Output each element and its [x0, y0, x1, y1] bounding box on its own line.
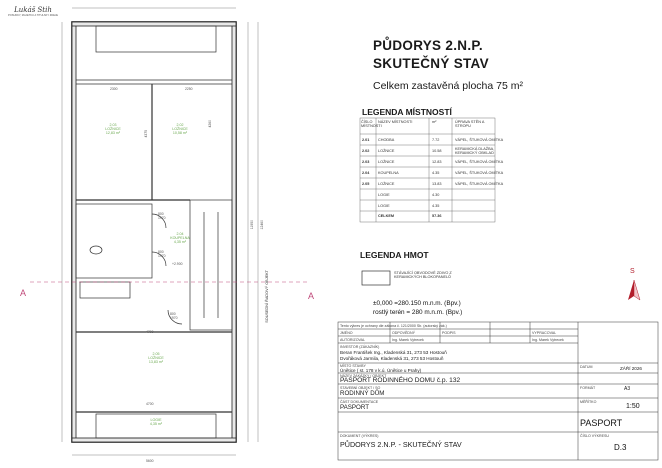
tb-drawing-label: DOKUMENT (VÝKRES) — [340, 434, 379, 438]
tb-part: PASPORT RODINNÉHO DOMU č.p. 132 — [340, 377, 461, 384]
row-name: LOGIE — [378, 193, 390, 197]
tb-number: D.3 — [614, 443, 627, 452]
bathtub — [80, 282, 130, 298]
row-no: 2.01 — [362, 138, 370, 142]
row-area: 4.35 — [432, 204, 440, 208]
row-no: 2.04 — [362, 171, 370, 175]
room-label-2-03: 2.03 LOŽNICE 12,83 m² — [105, 123, 121, 136]
row-name-total: CELKEM — [378, 214, 395, 218]
row-finish: VÁPEL, ŠTUKOVÁ OMÍTKA — [455, 171, 504, 175]
row-no: 2.03 — [362, 160, 370, 164]
tb-date: ZÁŘÍ 2026 — [620, 366, 642, 371]
tb-stage-big: PASPORT — [580, 418, 623, 428]
logo-tagline: POSUDKY, MAJETKU A TITULSKY ZDEJE — [8, 14, 59, 17]
col-header-name: NÁZEV MÍSTNOSTI — [378, 120, 413, 124]
logo — [8, 6, 58, 17]
row-name: LOGIE — [378, 204, 390, 208]
material-legend-heading: LEGENDA HMOT — [360, 250, 429, 260]
tb-authorized: AUTORIZOVAL — [340, 338, 366, 342]
row-area: 12.83 — [432, 160, 442, 164]
row-name: CHODBA — [378, 138, 395, 142]
dim-side2: 4375 — [144, 130, 148, 138]
dim-side4: 12460 — [260, 220, 264, 230]
row-area: 4.35 — [432, 171, 440, 175]
dim-bottom-in: 4700 — [146, 402, 154, 406]
material-legend-item: STÁVAJÍCÍ OBVODOVÉ ZDIVO Z KERAMICKÝCH BLOKOPANELŮ — [394, 271, 452, 280]
row-finish: VÁPEL, ŠTUKOVÁ OMÍTKA — [455, 160, 504, 164]
tb-place-label: MÍSTO STAVBY — [340, 364, 366, 368]
drawing-title-line2: SKUTEČNÝ STAV — [373, 56, 489, 71]
row-no: 2.05 — [362, 182, 370, 186]
row-no: 2.02 — [362, 149, 370, 153]
material-swatch — [362, 271, 390, 285]
tb-investor-1: Beran František Ing., Kladenská 31, 273 53 Hostouň — [340, 350, 447, 355]
row-name: LOŽNICE — [378, 149, 395, 153]
room-label-logia: LOGIE 4,35 m² — [149, 418, 163, 427]
dim-mid: 4700 — [146, 330, 154, 334]
door-dim-1: 800 1970 — [158, 212, 166, 220]
col-header-number: ČÍSLO MÍSTNOSTI — [361, 120, 382, 129]
tb-object: RODINNÝ DŮM — [340, 390, 385, 397]
row-name: KOUPELNA — [378, 171, 399, 175]
elevation-mark: +2.900 — [172, 262, 183, 266]
drawing-title-line1: PŮDORYS 2.N.P. — [373, 38, 483, 53]
room-legend-heading: LEGENDA MÍSTNOSTÍ — [362, 107, 452, 117]
tb-format-label: FORMÁT — [580, 386, 596, 390]
logo-script: Lukáš Stih — [14, 6, 52, 14]
right-wall-fill — [232, 22, 236, 442]
top-wall-fill — [72, 22, 236, 26]
tb-drafted: Ing. Marek Vytrecek — [532, 338, 564, 342]
col-header-finish: ÚPRAVA STĚN A STROPU — [455, 120, 485, 129]
north-arrow-glyph — [628, 280, 640, 300]
outer-wall — [72, 22, 236, 442]
built-up-area: Celkem zastavěná plocha 75 m² — [373, 80, 523, 92]
row-name: LOŽNICE — [378, 160, 395, 164]
top-logia — [96, 26, 216, 52]
room-label-2-02: 2.02 LOŽNICE 10,58 m² — [172, 123, 188, 136]
row-area: 4.30 — [432, 193, 440, 197]
tb-scale-label: MĚŘÍTKO — [580, 400, 597, 404]
tb-col-2: ODPOVĚDNÝ — [392, 331, 415, 335]
row-area: 13.83 — [432, 182, 442, 186]
tb-format: A3 — [624, 386, 631, 392]
left-wall-fill — [72, 22, 76, 442]
dim-bottom-total: 5600 — [146, 459, 154, 463]
section-mark-right: A — [308, 291, 315, 301]
dim-top2: 2250 — [185, 87, 193, 91]
door-dim-3: 800 1970 — [170, 312, 178, 320]
party-wall-label: SOUSEDNÍ ŘADOVÝ OBJEKT — [265, 270, 269, 323]
bottom-wall-fill — [72, 438, 236, 442]
tb-col-3: PODPIS — [442, 331, 456, 335]
tb-date-label: DATUM — [580, 365, 593, 369]
toilet — [90, 246, 102, 254]
tb-drawing: PŮDORYS 2.N.P. - SKUTEČNÝ STAV — [340, 440, 462, 449]
tb-copyright: Tento výkres je ochrany dle zákona č. 121/2000 Sb. (autorský zák.) — [340, 324, 447, 328]
north-label: S — [630, 268, 635, 275]
row-area: 7.72 — [432, 138, 440, 142]
tb-investor-label: INVESTOR (ZÁKAZNÍK) — [340, 345, 380, 349]
row-area: 10.58 — [432, 149, 442, 153]
dim-top1: 2300 — [110, 87, 118, 91]
tb-investor-2: Dvořáková Jarmila, Kladenská 31, 273 53 Hostouň — [340, 356, 444, 361]
row-finish: VÁPEL, ŠTUKOVÁ OMÍTKA — [455, 182, 504, 186]
door-dim-2: 800 1970 — [158, 250, 166, 258]
tb-col-5: VYPRACOVAL — [532, 331, 557, 335]
level-datum: ±0,000 =280.150 m.n.m. (Bpv.) — [373, 300, 461, 307]
room-label-2-04: 2.04 KOUPELNA 4,35 m² — [170, 232, 190, 245]
row-finish: VÁPEL, ŠTUKOVÁ OMÍTKA — [455, 138, 504, 142]
tb-scale: 1:50 — [626, 403, 640, 410]
tb-stage-label: ČÁST DOKUMENTACE — [340, 400, 379, 404]
tb-col-1: JMÉNO — [340, 331, 353, 335]
tb-responsible: Ing. Marek Vytrecek — [392, 338, 424, 342]
level-terrain: rostlý terén = 280 m.n.m. (Bpv.) — [373, 309, 463, 316]
tb-object-label: STAVEBNÍ OBJEKT / SO — [340, 386, 381, 390]
tb-part-label: NÁZEV ZAKÁZKY / OBJEKT — [340, 374, 387, 378]
tb-number-label: ČÍSLO VÝKRESU — [580, 434, 609, 438]
row-area-total: 57.36 — [432, 214, 442, 218]
dim-side1: 4260 — [208, 120, 212, 128]
room-label-2-05: 2.05 LOŽNICE 13,83 m² — [148, 352, 164, 365]
tb-place: Únětice ( st. 178 v k.ú. Únětice u Prahy) — [340, 367, 422, 373]
row-name: LOŽNICE — [378, 182, 395, 186]
section-mark-left: A — [20, 288, 27, 298]
bathroom-walls — [76, 204, 152, 278]
col-header-area: m² — [432, 120, 437, 124]
tb-stage: PASPORT — [340, 404, 369, 411]
row-finish: KERAMICKÁ DLAŽBA, KERAMICKÝ OBKLAD — [455, 147, 495, 156]
staircase — [190, 200, 232, 330]
dim-side3: 11950 — [250, 220, 254, 230]
